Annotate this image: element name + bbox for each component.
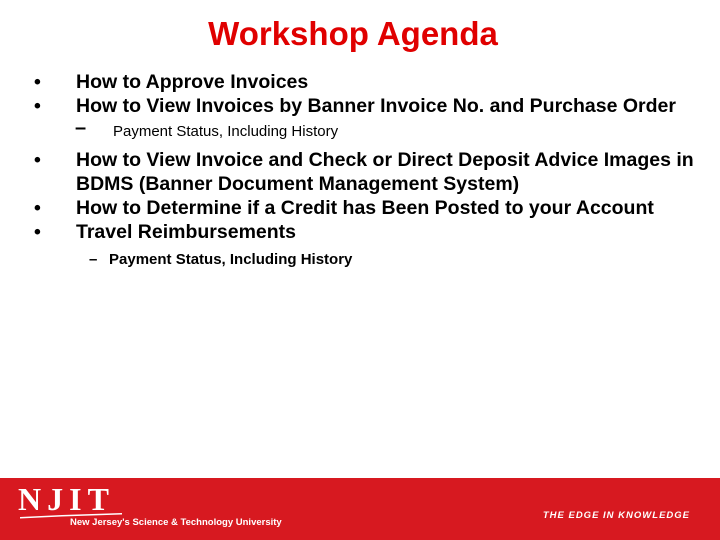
agenda-item-text: How to View Invoices by Banner Invoice No. and Purchase Order <box>76 95 676 117</box>
bullet-icon: • <box>34 71 41 93</box>
agenda-item <box>34 220 704 244</box>
agenda-item <box>34 94 704 118</box>
agenda-item-text: Travel Reimbursements <box>76 221 297 243</box>
agenda-subitem-text: Payment Status, Including History <box>109 251 353 268</box>
slide-title: Workshop Agenda <box>208 15 498 52</box>
bullet-icon: • <box>34 197 41 219</box>
bullet-icon: • <box>34 149 41 171</box>
agenda-item <box>34 70 704 94</box>
dash-icon: – <box>89 251 98 268</box>
agenda-item-text: How to Approve Invoices <box>76 71 309 93</box>
agenda-item <box>34 196 704 220</box>
agenda-subitem-text: Payment Status, Including History <box>113 123 339 140</box>
bullet-icon: • <box>34 221 41 243</box>
agenda-item-text: How to View Invoice and Check or Direct Deposit Advice Images in BDMS (Banner Document Management System) <box>76 149 694 195</box>
agenda-subitem <box>75 117 704 142</box>
njit-logo <box>18 481 282 534</box>
agenda-item-text: How to Determine if a Credit has Been Posted to your Account <box>76 197 654 219</box>
university-name: New Jersey's Science & Technology University <box>70 517 282 528</box>
footer-tagline: THE EDGE IN KNOWLEDGE <box>542 510 690 521</box>
bullet-icon: • <box>34 95 41 117</box>
logo-wordmark: NJIT <box>18 481 115 517</box>
agenda-list <box>34 70 704 270</box>
footer-banner <box>0 478 720 540</box>
agenda-subitem <box>89 250 704 270</box>
agenda-item <box>34 148 704 196</box>
dash-icon: – <box>75 117 87 139</box>
